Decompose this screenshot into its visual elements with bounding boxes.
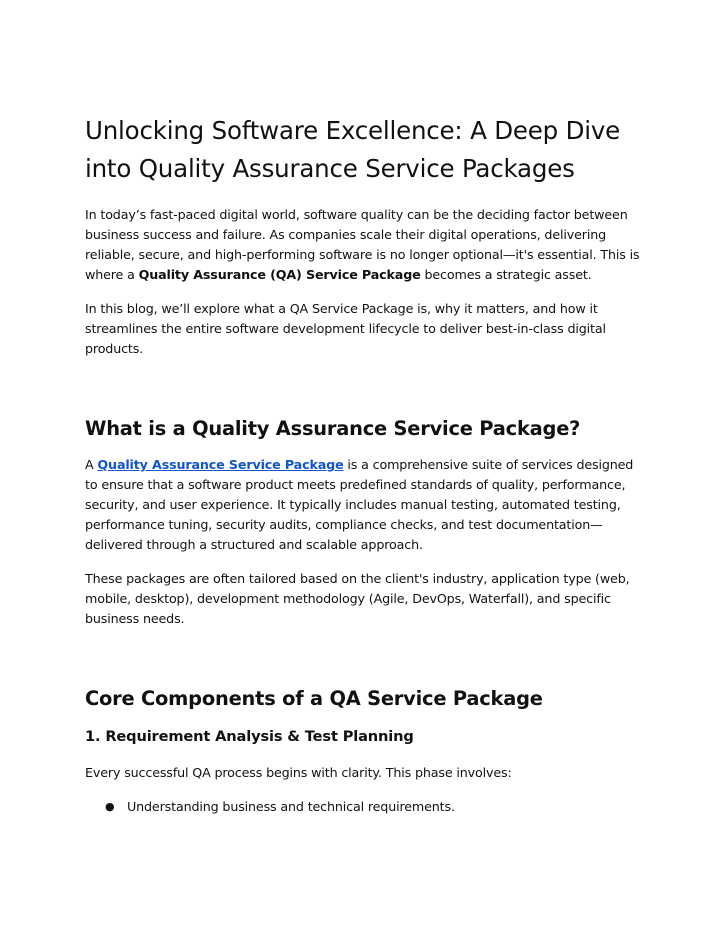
section1-text-start: A: [85, 457, 98, 472]
page-title: Unlocking Software Excellence: A Deep Dive into Quality Assurance Service Packages: [85, 116, 621, 183]
intro-bold-term: Quality Assurance (QA) Service Package: [138, 267, 421, 282]
requirements-list: [85, 797, 640, 817]
intro-text-end: becomes a strategic asset.: [420, 267, 592, 282]
intro-text-start: In today’s fast-paced digital world, software quality can be the deciding factor between business success and failure. As companies scale their digital operations, delivering reliable, secure, and high-performing software is no longer optional—it's essential. This is where a: [85, 207, 640, 282]
section1-paragraph-1: [85, 455, 640, 555]
subheading-requirement-analysis: 1. Requirement Analysis & Test Planning: [85, 728, 414, 745]
bullet-icon: ●: [105, 800, 115, 813]
section-heading-core-components: Core Components of a QA Service Package: [85, 687, 543, 710]
section1-text-end: is a comprehensive suite of services designed to ensure that a software product meets predefined standards of quality, performance, security, and user experience. It typically includes manual testing, automated testing, performance tuning, security audits, compliance checks, and test documentation—delivered through a structured and scalable approach.: [85, 457, 634, 552]
intro-paragraph-2: In this blog, we’ll explore what a QA Service Package is, why it matters, and how it streamlines the entire software development lifecycle to deliver best-in-class digital products.: [85, 301, 606, 356]
intro-paragraph-1: [85, 205, 640, 285]
list-item: [85, 797, 640, 817]
list-item-text: Understanding business and technical requirements.: [127, 799, 455, 814]
qa-service-package-link[interactable]: Quality Assurance Service Package: [97, 457, 344, 472]
document-body: [85, 112, 640, 817]
section2-paragraph-1: Every successful QA process begins with clarity. This phase involves:: [85, 765, 512, 780]
section1-paragraph-2: These packages are often tailored based on the client's industry, application type (web, mobile, desktop), development methodology (Agile, DevOps, Waterfall), and specific business needs.: [85, 571, 630, 626]
section-heading-what-is: What is a Quality Assurance Service Package?: [85, 417, 581, 440]
